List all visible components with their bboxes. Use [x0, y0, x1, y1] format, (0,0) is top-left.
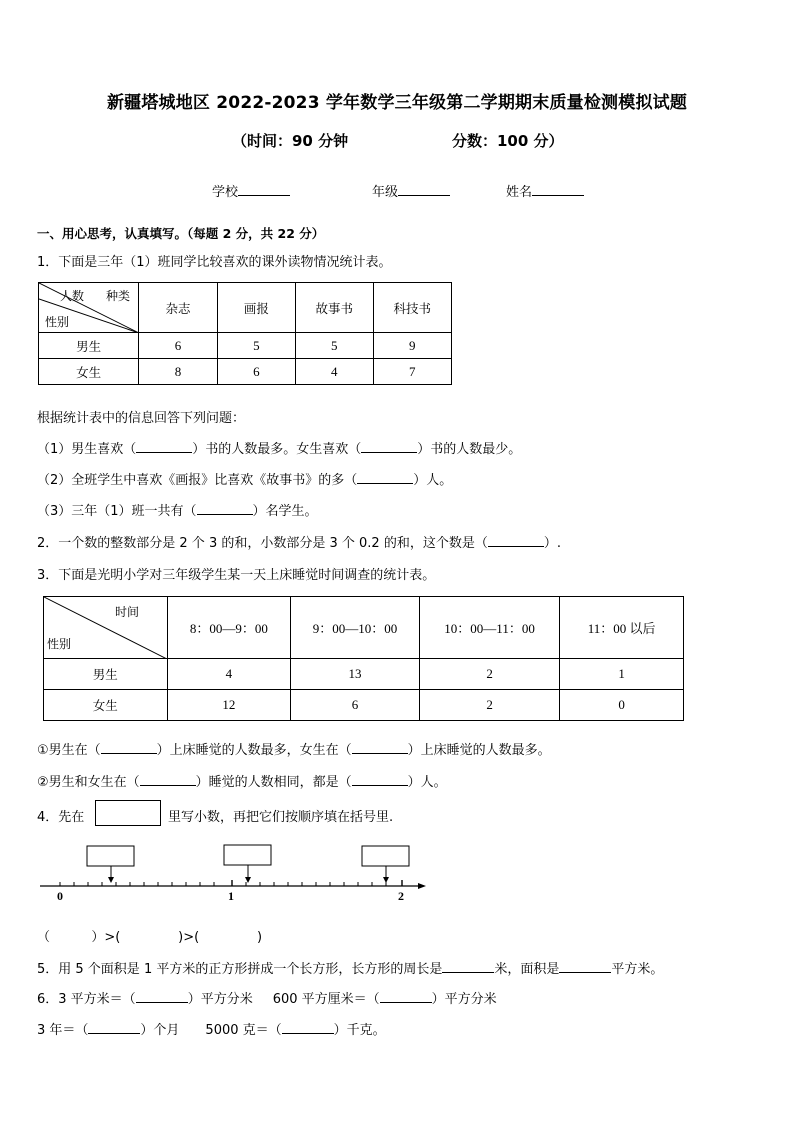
name-blank[interactable] [532, 183, 584, 196]
answer-blank[interactable] [88, 1021, 140, 1034]
number-line [38, 842, 428, 904]
exam-score: 分数：100 分） [452, 132, 564, 150]
q3-table [43, 596, 684, 721]
answer-box[interactable] [224, 845, 271, 865]
q1-col-header: 故事书 [296, 283, 373, 333]
q1-cell: 7 [373, 359, 451, 385]
table-row [39, 333, 452, 359]
q6-line2: 3 年＝（ ）个月 5000 克＝（ ）千克。 [37, 1023, 386, 1038]
school-blank[interactable] [238, 183, 290, 196]
answer-blank[interactable] [357, 471, 413, 484]
q5-text: 5．用 5 个面积是 1 平方米的正方形拼成一个长方形，长方形的周长是 米，面积是 平方米。 [37, 962, 664, 977]
q3-cell: 1 [560, 659, 684, 690]
grade-blank[interactable] [398, 183, 450, 196]
answer-blank[interactable] [352, 773, 408, 786]
answer-blank[interactable] [282, 1021, 334, 1034]
q1-cell: 9 [373, 333, 451, 359]
answer-blank[interactable] [136, 440, 192, 453]
name-field [506, 181, 584, 200]
q1-corner-bottom: 性别 [45, 315, 70, 329]
q3-cell: 13 [291, 659, 420, 690]
table-row [39, 359, 452, 385]
q1-cell: 5 [217, 333, 295, 359]
q1-prompt: 根据统计表中的信息回答下列问题： [37, 411, 246, 426]
q1-col-header: 科技书 [373, 283, 451, 333]
q1-cell: 6 [139, 333, 217, 359]
answer-blank[interactable] [488, 534, 544, 547]
school-field [212, 181, 290, 200]
q3-corner-bottom: 性别 [47, 637, 72, 651]
q1-row-label: 男生 [39, 333, 139, 359]
q3-col-header: 11：00 以后 [560, 597, 684, 659]
q3-col-header: 9：00—10：00 [291, 597, 420, 659]
q1-intro: 1．下面是三年（1）班同学比较喜欢的课外读物情况统计表。 [37, 255, 392, 270]
q1-cell: 5 [296, 333, 373, 359]
q1-cell: 6 [217, 359, 295, 385]
q3-row-label: 女生 [44, 690, 168, 721]
q1-cell: 8 [139, 359, 217, 385]
answer-blank[interactable] [197, 502, 253, 515]
q4-text-b: 里写小数，再把它们按顺序填在括号里. [168, 810, 394, 825]
q3-sub1: ①男生在（ ）上床睡觉的人数最多，女生在（ ）上床睡觉的人数最多。 [37, 743, 551, 758]
q1-col-header: 杂志 [139, 283, 217, 333]
grade-label: 年级 [372, 185, 399, 200]
q3-cell: 2 [419, 690, 560, 721]
q1-sub3: （3）三年（1）班一共有（ ）名学生。 [37, 504, 318, 519]
q3-col-header: 8：00—9：00 [167, 597, 291, 659]
q3-cell: 6 [291, 690, 420, 721]
name-label: 姓名 [506, 185, 533, 200]
q3-cell: 4 [167, 659, 291, 690]
answer-blank[interactable] [380, 990, 432, 1003]
q1-corner-right: 种类 [106, 289, 131, 303]
q1-sub2: （2）全班学生中喜欢《画报》比喜欢《故事书》的多（ ）人。 [37, 473, 453, 488]
q1-table [38, 282, 452, 385]
q3-sub2: ②男生和女生在（ ）睡觉的人数相同，都是（ ）人。 [37, 775, 447, 790]
q3-corner-top: 时间 [115, 605, 140, 619]
table-row [44, 690, 684, 721]
q4-sample-box [95, 800, 161, 826]
q3-col-header: 10：00—11：00 [419, 597, 560, 659]
section-heading: 一、用心思考，认真填写。（每题 2 分，共 22 分） [37, 226, 325, 241]
q4-text: 4．先在 [37, 810, 85, 825]
q1-row-label: 女生 [39, 359, 139, 385]
q1-table-corner [39, 283, 139, 333]
table-row [44, 659, 684, 690]
answer-blank[interactable] [361, 440, 417, 453]
answer-blank[interactable] [136, 990, 188, 1003]
tick-label-1: 1 [228, 889, 234, 903]
answer-blank[interactable] [442, 960, 494, 973]
exam-time: （时间：90 分钟 [232, 132, 349, 150]
tick-label-2: 2 [398, 889, 404, 903]
q3-cell: 12 [167, 690, 291, 721]
answer-box[interactable] [362, 846, 409, 866]
pointer-arrow-icon [108, 877, 114, 883]
grade-field [372, 181, 450, 200]
page-title: 新疆塔城地区 2022-2023 学年数学三年级第二学期期末质量检测模拟试题 [106, 93, 688, 113]
school-label: 学校 [212, 185, 239, 200]
q3-intro: 3．下面是光明小学对三年级学生某一天上床睡觉时间调查的统计表。 [37, 568, 436, 583]
q6-line1: 6．3 平方米＝（ ）平方分米 600 平方厘米＝（ ）平方分米 [37, 992, 497, 1007]
q4-answer-order: （ ）>( )>( ) [37, 930, 263, 945]
q1-corner-top: 人数 [60, 289, 85, 303]
q1-col-header: 画报 [217, 283, 295, 333]
answer-blank[interactable] [559, 960, 611, 973]
q1-sub1: （1）男生喜欢（ ）书的人数最多。女生喜欢（ ）书的人数最少。 [37, 442, 522, 457]
q3-cell: 2 [419, 659, 560, 690]
q3-row-label: 男生 [44, 659, 168, 690]
axis-arrow-icon [418, 883, 426, 889]
q3-cell: 0 [560, 690, 684, 721]
answer-box[interactable] [87, 846, 134, 866]
answer-blank[interactable] [140, 773, 196, 786]
q2-text: 2．一个数的整数部分是 2 个 3 的和，小数部分是 3 个 0.2 的和，这个数是（ ）. [37, 536, 561, 551]
answer-blank[interactable] [352, 741, 408, 754]
q1-cell: 4 [296, 359, 373, 385]
tick-label-0: 0 [57, 889, 63, 903]
q3-table-corner [44, 597, 168, 659]
answer-blank[interactable] [101, 741, 157, 754]
